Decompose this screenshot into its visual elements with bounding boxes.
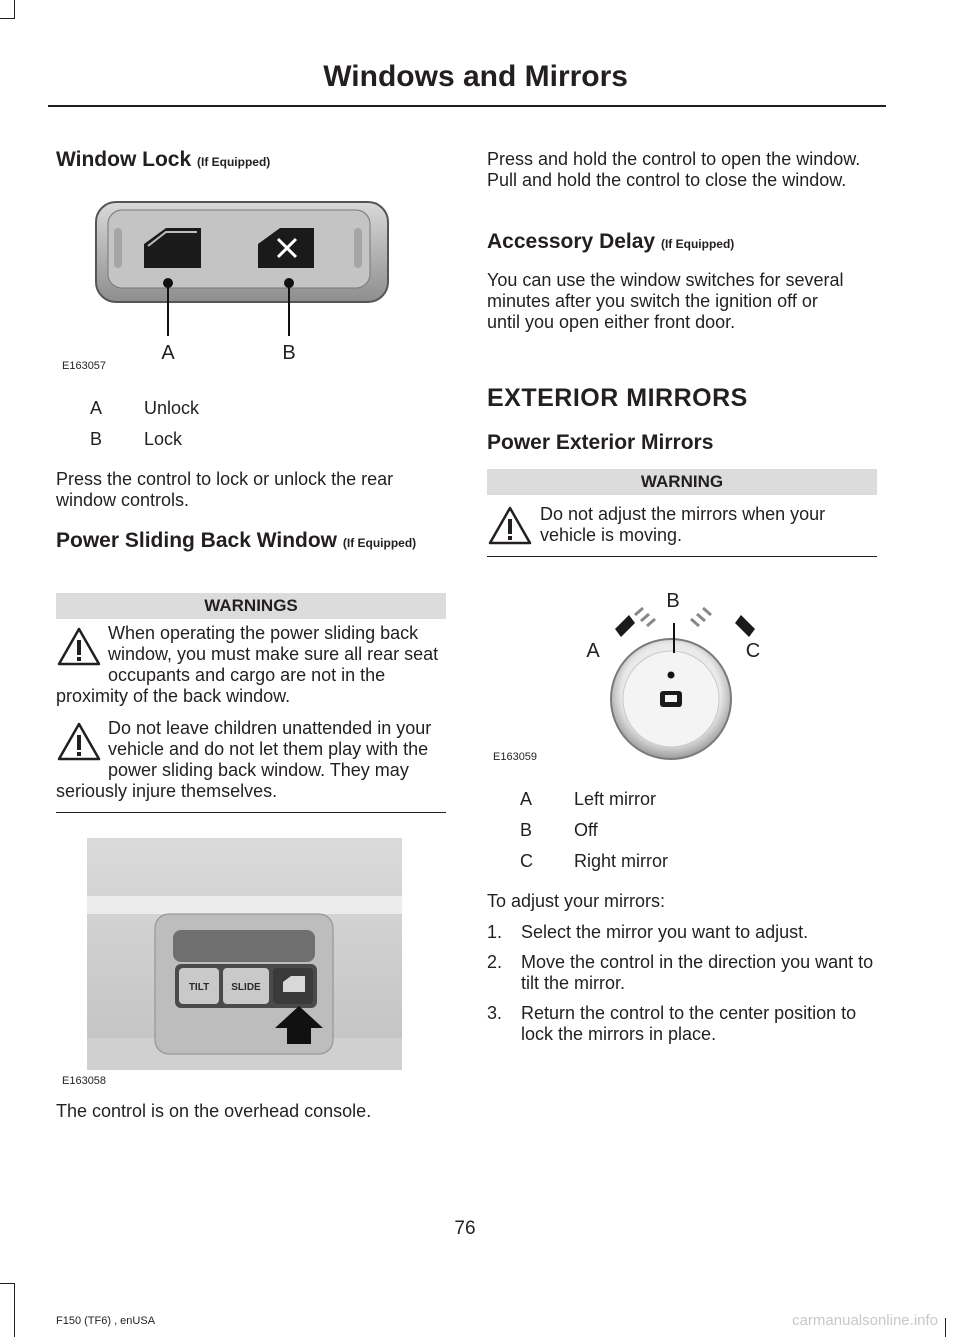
mirror-legend bbox=[520, 789, 870, 879]
legend-value: Lock bbox=[144, 429, 183, 449]
crop-mark bbox=[0, 18, 15, 19]
warnings-rule bbox=[56, 812, 446, 813]
accessory-delay-paragraph: You can use the window switches for several minutes after you switch the ignition off or until you open either front door. bbox=[487, 270, 844, 332]
legend-key: A bbox=[90, 398, 103, 418]
exterior-mirrors-heading: EXTERIOR MIRRORS bbox=[487, 384, 748, 412]
warnings-title: WARNINGS bbox=[56, 593, 446, 619]
left-arrow-icon bbox=[615, 615, 635, 637]
window-lock-legend bbox=[90, 398, 420, 458]
console-paragraph: The control is on the overhead console. bbox=[56, 1101, 372, 1121]
window-lock-figure bbox=[56, 186, 446, 376]
warning-1 bbox=[56, 623, 448, 707]
crop-mark bbox=[945, 1318, 946, 1337]
sliding-window-heading bbox=[56, 528, 446, 556]
window-lock-heading bbox=[56, 148, 270, 172]
step-text: Move the control in the direction you want to tilt the mirror. bbox=[521, 952, 874, 993]
callout-c: C bbox=[745, 640, 761, 662]
step-item bbox=[487, 1003, 879, 1045]
warning-1-text: When operating the power sliding back window, you must make sure all rear seat occupants and cargo are not in the proximity of the back window. bbox=[56, 623, 439, 706]
step-text: Return the control to the center position to lock the mirrors in place. bbox=[521, 1003, 857, 1044]
warning-2-text: Do not leave children unattended in your vehicle and do not let them play with the power sliding back window. They may seriously injure themselves. bbox=[56, 718, 432, 801]
legend-key: B bbox=[520, 820, 533, 840]
sliding-window-qualifier: (If Equipped) bbox=[342, 536, 417, 550]
slide-label: SLIDE bbox=[231, 982, 261, 993]
step-number: 2. bbox=[487, 952, 503, 972]
callout-a: A bbox=[161, 342, 175, 364]
window-lock-heading-text: Window Lock bbox=[56, 148, 192, 171]
legend-value: Left mirror bbox=[574, 789, 657, 809]
page-title: Windows and Mirrors bbox=[323, 60, 628, 93]
page-number: 76 bbox=[454, 1218, 476, 1239]
mirror-control-figure bbox=[585, 585, 785, 760]
crop-mark bbox=[14, 1283, 15, 1337]
overhead-console-figure bbox=[87, 838, 402, 1070]
legend-key: A bbox=[520, 789, 533, 809]
window-lock-paragraph: Press the control to lock or unlock the rear window controls. bbox=[56, 469, 394, 510]
tilt-label: TILT bbox=[188, 982, 210, 993]
right-arrow-icon bbox=[735, 615, 755, 637]
overhead-slot bbox=[173, 930, 315, 962]
header-rule bbox=[48, 105, 886, 107]
crop-mark bbox=[0, 1283, 15, 1284]
crop-mark bbox=[14, 0, 15, 18]
step-number: 1. bbox=[487, 922, 503, 942]
accessory-delay-qualifier: (If Equipped) bbox=[660, 237, 735, 251]
accessory-delay-heading bbox=[487, 230, 734, 254]
legend-value: Right mirror bbox=[574, 851, 669, 871]
legend-key: B bbox=[90, 429, 103, 449]
step-item bbox=[487, 922, 879, 943]
figure-id: E163057 bbox=[62, 360, 107, 372]
callout-b: B bbox=[282, 342, 296, 364]
watermark: carmanualsonline.info bbox=[792, 1312, 938, 1329]
doc-id: F150 (TF6) , enUSA bbox=[56, 1315, 156, 1327]
legend-value: Off bbox=[574, 820, 598, 840]
callout-a: A bbox=[586, 640, 600, 662]
sliding-continued-paragraph: Press and hold the control to open the window. Pull and hold the control to close the window. bbox=[487, 149, 861, 190]
mirror-steps bbox=[487, 922, 879, 1045]
callout-b: B bbox=[666, 590, 680, 612]
step-text: Select the mirror you want to adjust. bbox=[521, 922, 809, 942]
mirror-warning-rule bbox=[487, 556, 877, 557]
sliding-window-heading-text: Power Sliding Back Window bbox=[56, 529, 338, 552]
mirror-warning-title: WARNING bbox=[487, 469, 877, 495]
legend-key: C bbox=[520, 851, 533, 871]
power-mirrors-subheading: Power Exterior Mirrors bbox=[487, 431, 714, 454]
accessory-delay-heading-text: Accessory Delay bbox=[487, 230, 656, 253]
mirror-intro: To adjust your mirrors: bbox=[487, 891, 666, 911]
step-number: 3. bbox=[487, 1003, 503, 1023]
warning-spacer bbox=[56, 623, 108, 686]
warning-triangle-icon bbox=[487, 505, 533, 547]
step-item bbox=[487, 952, 879, 994]
warning-2 bbox=[56, 718, 448, 802]
figure-id: E163059 bbox=[493, 751, 538, 763]
mirror-warning-text: Do not adjust the mirrors when your vehicle is moving. bbox=[540, 504, 826, 545]
warning-spacer bbox=[56, 718, 108, 781]
figure-id: E163058 bbox=[62, 1075, 107, 1087]
legend-value: Unlock bbox=[144, 398, 200, 418]
window-lock-qualifier: (If Equipped) bbox=[196, 155, 271, 169]
